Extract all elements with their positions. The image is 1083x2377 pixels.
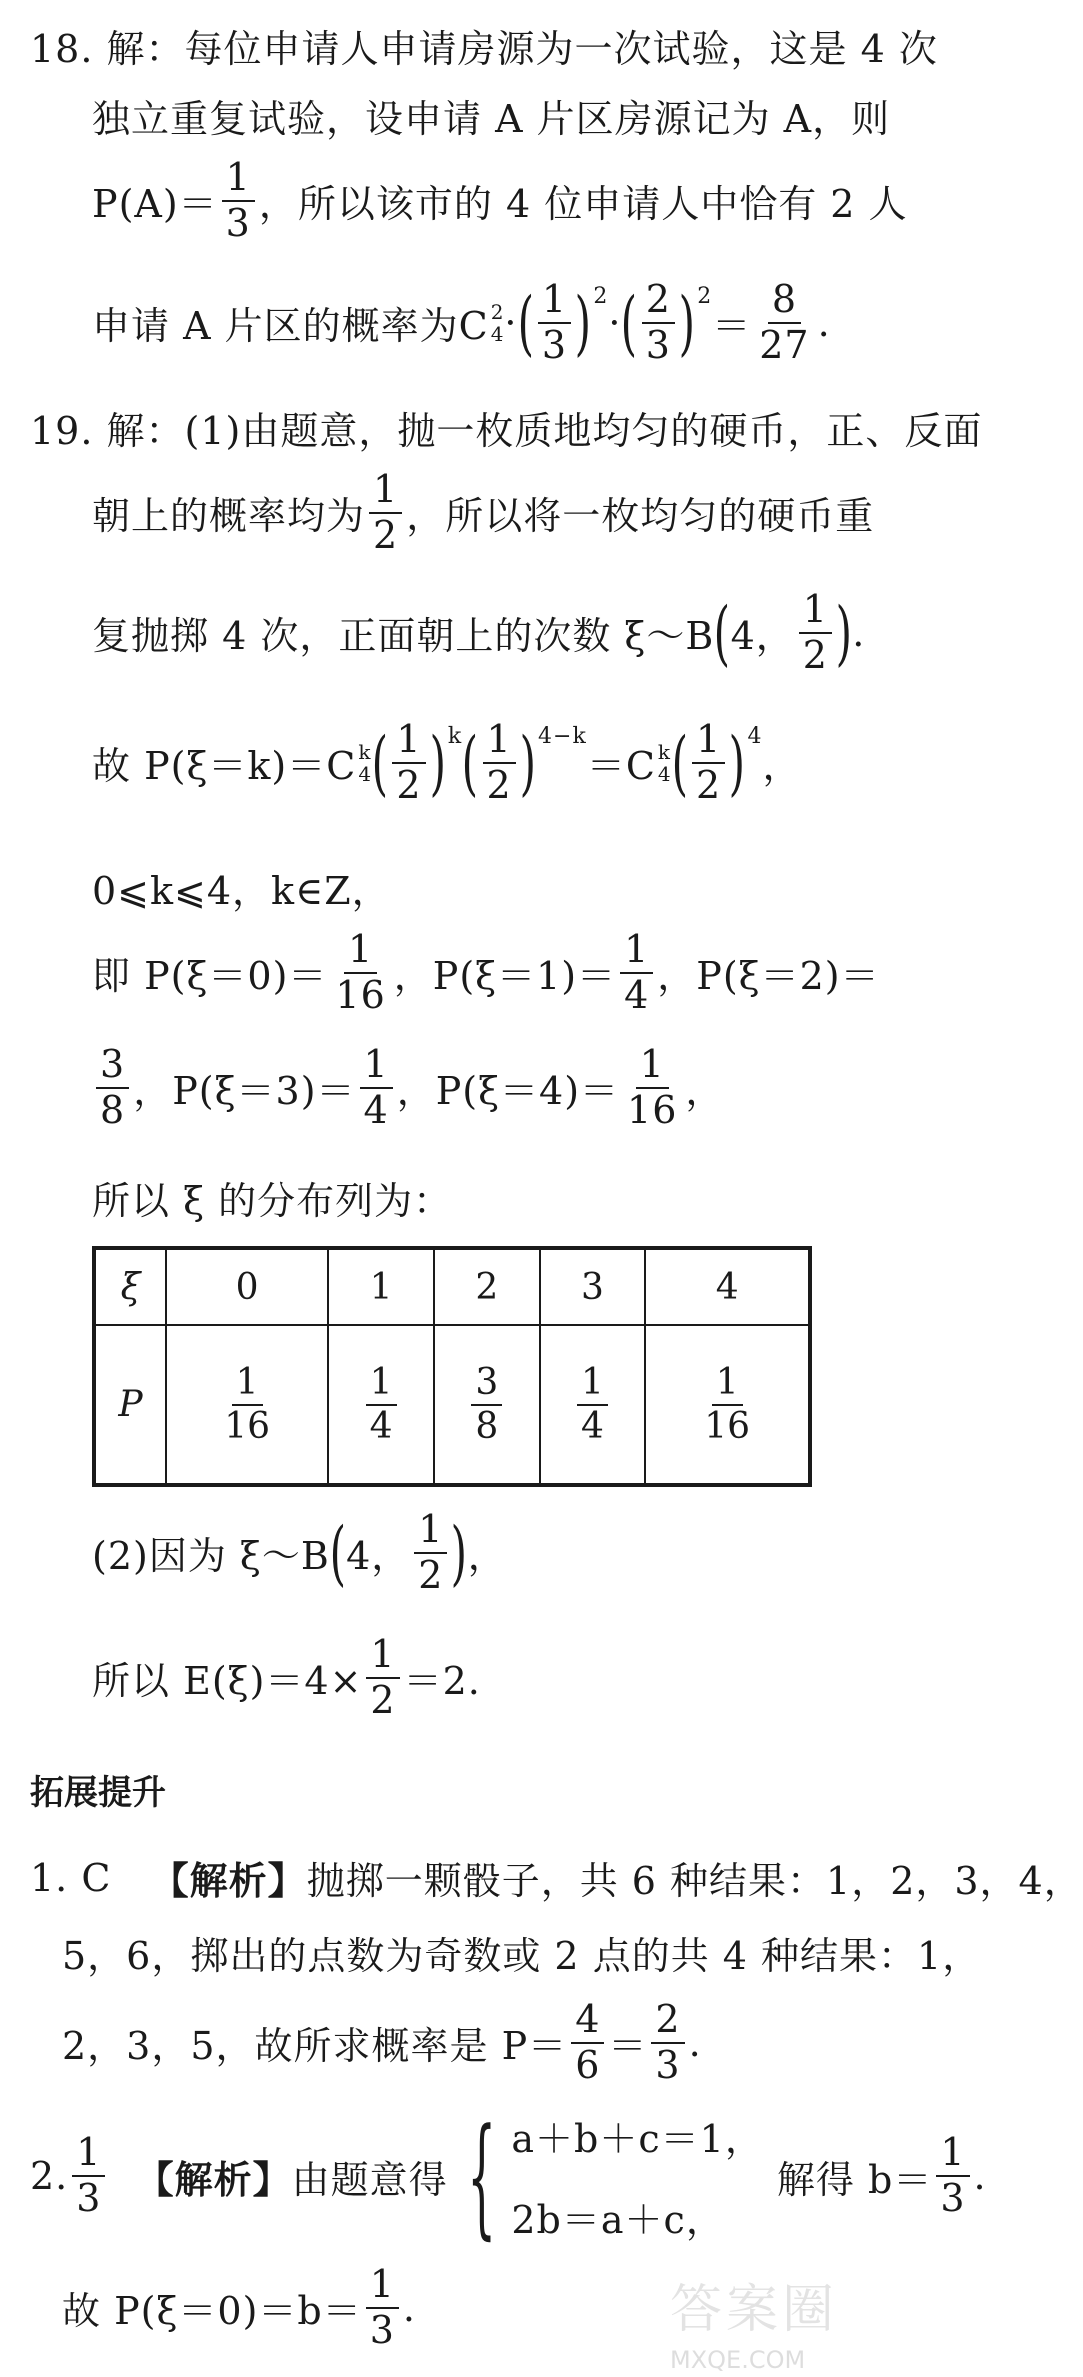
fraction-eight-27: $\frac{8}{27}$: [759, 277, 810, 367]
q19-line-5: 0⩽k⩽4，k∈Z，: [92, 869, 391, 913]
table-cell: 0: [166, 1248, 328, 1325]
table-row: [94, 1325, 810, 1485]
e1-line-1: 1. C 【解析】 抛掷一颗骰子，共 6 种结果：1，2，3，4，: [30, 1855, 1083, 1903]
q19-line-1: 19. 解：(1)由题意，抛一枚质地均匀的硬币，正、反面: [30, 409, 983, 453]
table-cell: ξ: [94, 1248, 166, 1325]
q19-line-8: 所以 ξ 的分布列为：: [92, 1179, 453, 1223]
table-cell: $\frac{1}{16}$: [166, 1325, 328, 1485]
section-title: 拓展提升: [30, 1773, 166, 1813]
q19-line-3: 复抛掷 4 次，正面朝上的次数 ξ～B ( 4， $\frac{1}{2}$ ) .: [92, 587, 866, 677]
table-cell: $\frac{1}{4}$: [540, 1325, 646, 1485]
q18-line-4: 申请 A 片区的概率为C 2 4 · ( $\frac{1}{3}$ ) 2 · ( $\frac{2}{3}$ ) 2 ＝ $\frac{8}{27}$ .: [92, 277, 831, 367]
q19-line-2: 朝上的概率均为 $\frac{1}{2}$ ，所以将一枚均匀的硬币重: [92, 467, 875, 557]
q18-line-3: P(A)＝ $\frac{1}{3}$ ，所以该市的 4 位申请人中恰有 2 人: [92, 155, 908, 245]
watermark-url: MXQE.COM: [670, 2346, 806, 2374]
e1-line-2: 5，6，掷出的点数为奇数或 2 点的共 4 种结果：1，: [62, 1934, 982, 1978]
q19-part2-line-1: (2)因为 ξ～B ( 4， $\frac{1}{2}$ ) ，: [92, 1507, 507, 1597]
fraction-one-third: $\frac{1}{3}$: [222, 158, 255, 244]
e2-line-2: 故 P(ξ＝0)＝b＝ $\frac{1}{3}$ .: [62, 2262, 417, 2352]
equation-system: a＋b＋c＝1， 2b＝a＋c，: [511, 2117, 764, 2242]
e1-line-3: 2，3，5，故所求概率是 P＝ $\frac{4}{6}$ ＝ $\frac{2}{3}$ .: [62, 1997, 702, 2087]
q19-line-7: $\frac{3}{8}$ ，P(ξ＝3)＝ $\frac{1}{4}$ ，P(ξ＝4)＝ $\frac{1}{16}$ ，: [92, 1045, 724, 1131]
table-cell: 3: [540, 1248, 646, 1325]
table-header-row: [94, 1248, 810, 1325]
q18-line-2: 独立重复试验，设申请 A 片区房源记为 A，则: [92, 97, 891, 141]
q18-line-1: 18. 解：每位申请人申请房源为一次试验，这是 4 次: [30, 27, 938, 71]
table-cell: 1: [328, 1248, 434, 1325]
q19-line-6: 即 P(ξ＝0)＝ $\frac{1}{16}$ ，P(ξ＝1)＝ $\frac{1}{4}$ ，P(ξ＝2)＝: [92, 927, 880, 1017]
table-cell: P: [94, 1325, 166, 1485]
table-cell: $\frac{1}{4}$: [328, 1325, 434, 1485]
distribution-table: [92, 1246, 812, 1487]
q19-part2-line-2: 所以 E(ξ)＝4× $\frac{1}{2}$ ＝2.: [92, 1632, 481, 1722]
table-cell: 4: [645, 1248, 810, 1325]
e2-line-1: 2. $\frac{1}{3}$ 【解析】 由题意得 { a＋b＋c＝1， 2b＝a＋c， 解得 b＝ $\frac{1}{3}$ .: [30, 2100, 987, 2252]
watermark: [670, 2267, 870, 2374]
table-cell: $\frac{1}{16}$: [645, 1325, 810, 1485]
table-cell: 2: [434, 1248, 540, 1325]
watermark-logo: 答案圈: [670, 2280, 839, 2340]
table-cell: $\frac{3}{8}$: [434, 1325, 540, 1485]
q19-line-4: 故 P(ξ＝k)＝C k 4 ( $\frac{1}{2}$ ) k ( $\frac{1}{2}$ ) 4−k ＝C k 4 ( $\frac{1}{2}$ ) 4 ，: [92, 717, 802, 807]
combination-index: 2 4: [490, 299, 505, 346]
